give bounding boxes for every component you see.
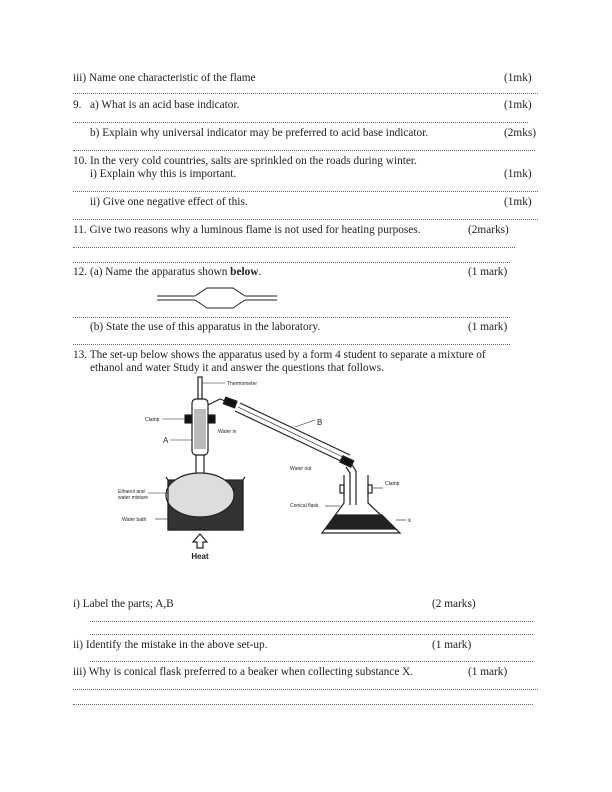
answer-line: [73, 247, 515, 248]
q13iii-text: iii) Why is conical flask preferred to a beaker when collecting substance X.: [73, 666, 414, 678]
answer-line: [73, 344, 510, 345]
label-thermometer: Thermometer: [227, 381, 258, 387]
q10ii-text: ii) Give one negative effect of this.: [90, 196, 248, 208]
q13iii-marks: (1 mark): [468, 666, 508, 678]
q9-number: 9.: [73, 99, 82, 111]
q12b-marks: (1 mark): [468, 321, 508, 333]
answer-line: [73, 219, 538, 220]
label-a: A: [163, 436, 169, 445]
label-clamp-right: Clamp: [385, 481, 400, 487]
q10ii-marks: (1mk): [504, 196, 532, 208]
answer-line: [90, 661, 533, 662]
q13-line1: 13. The set-up below shows the apparatus used by a form 4 student to separate a mixture of: [73, 349, 486, 361]
distillation-diagram: [100, 375, 440, 570]
q11-marks: (2marks): [468, 224, 509, 236]
q13i-text: i) Label the parts; A,B: [73, 598, 174, 610]
label-mixture-2: water mixture: [118, 495, 149, 501]
answer-line: [73, 317, 510, 318]
label-water-out: Water out: [290, 466, 312, 472]
q9a-marks: (1mk): [504, 99, 532, 111]
q12b-text: (b) State the use of this apparatus in the laboratory.: [90, 321, 321, 333]
q9b-marks: (2mks): [504, 127, 537, 139]
q9a-text: a) What is an acid base indicator.: [90, 99, 240, 111]
q13-line2: ethanol and water Study it and answer the questions that follows.: [90, 362, 384, 374]
label-heat: Heat: [191, 552, 209, 561]
q13ii-marks: (1 mark): [432, 639, 472, 651]
answer-line: [73, 122, 528, 123]
q12a-text: 12. (a) Name the apparatus shown below.: [73, 266, 262, 278]
q8iii-marks: (1mk): [504, 72, 532, 84]
answer-line: [73, 704, 533, 705]
q9b-text: b) Explain why universal indicator may be preferred to acid base indicator.: [90, 127, 429, 139]
q10i-text: i) Explain why this is important.: [90, 168, 237, 180]
answer-line: [73, 689, 538, 690]
q12a-marks: (1 mark): [468, 266, 508, 278]
answer-line: [73, 262, 510, 263]
answer-line: [90, 634, 533, 635]
q13ii-text: ii) Identify the mistake in the above set-up.: [73, 639, 268, 651]
label-water-in: Water in: [218, 429, 237, 435]
answer-line: [90, 621, 533, 622]
label-clamp-left: Clamp: [145, 417, 160, 423]
label-x: x: [408, 518, 411, 524]
answer-line: [73, 150, 535, 151]
label-b: B: [317, 418, 323, 427]
q13i-marks: (2 marks): [432, 598, 476, 610]
label-mixture-1: Ethanol and: [118, 489, 145, 495]
q11-text: 11. Give two reasons why a luminous flame is not used for heating purposes.: [73, 224, 421, 236]
label-conical-flask: Conical flask: [290, 503, 319, 509]
label-water-bath: Water bath: [122, 517, 147, 523]
answer-line: [73, 191, 538, 192]
q10i-marks: (1mk): [504, 168, 532, 180]
q10-text: 10. In the very cold countries, salts are sprinkled on the roads during winter.: [73, 155, 417, 167]
pipette-drawing: [155, 285, 280, 313]
answer-line: [73, 93, 538, 94]
q8iii-text: iii) Name one characteristic of the flame: [73, 72, 256, 84]
